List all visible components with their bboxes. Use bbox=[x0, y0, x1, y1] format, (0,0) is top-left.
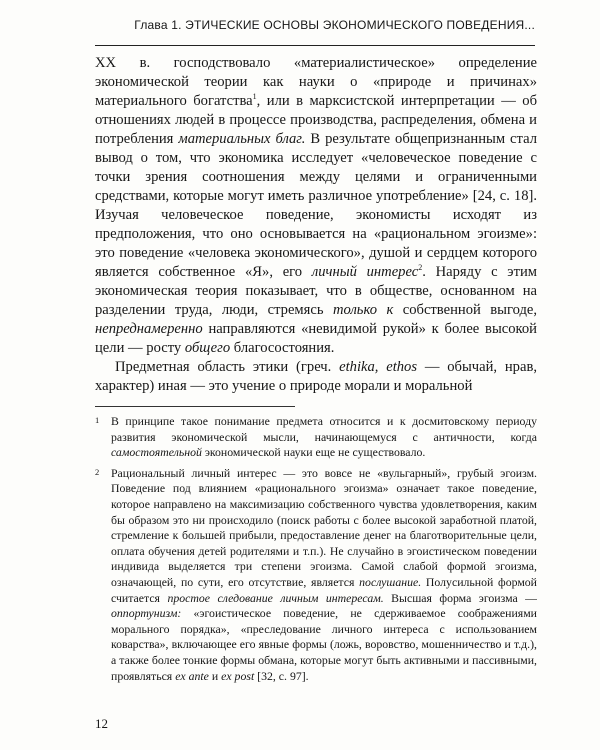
text-run: «эгоистическое поведение, не сдерживаемое соображениями морального порядка», «преследование личного интереса с использованием коварства», включающее его явные формы (ложь, воровство, мошенничество и т.д.), а также более тонкие формы обмана, которые могут быть активными и пассивными, проявляться bbox=[111, 606, 537, 683]
italic-run: самостоятельной bbox=[111, 445, 202, 460]
footnote-separator bbox=[95, 406, 295, 407]
paragraph-1 bbox=[95, 54, 537, 358]
text-run: [32, с. 97]. bbox=[254, 668, 309, 683]
italic-run: материальных благ. bbox=[178, 131, 306, 147]
footnote-number: 1 bbox=[95, 415, 100, 425]
text-run: . Наряду с этим экономическая теория показывает, что в обществе, основанном на разделении труда, люди, стремясь bbox=[95, 264, 537, 318]
text-run: XX в. господствовало «материалистическое» определение экономической теории как науки о «природе и причинах» материального богатства bbox=[95, 55, 537, 109]
running-header bbox=[95, 14, 535, 46]
text-run: и bbox=[208, 668, 222, 683]
italic-run: только к bbox=[332, 302, 394, 318]
footnote-1 bbox=[95, 414, 537, 461]
italic-run: ethika, ethos bbox=[339, 359, 418, 375]
page-number: 12 bbox=[95, 716, 108, 731]
text-run: Высшая форма эгоизма — bbox=[383, 590, 537, 605]
text-run: собственной выгоде, bbox=[393, 302, 538, 318]
italic-run: общего bbox=[184, 340, 231, 356]
text-run: Рациональный личный интерес — это вовсе не «вульгарный», грубый эгоизм. Поведение под влиянием «рационального эгоизма» означает такое поведение, которое направлено на максимизацию собственного чувства удовлетворения, каким бы образом это ни происходило (поиск работы с более высокой заработной платой, стремление к большей прибыли, предоставление денег на благотворительные цели, оплата обучения детей родителями и т.п.). Не случайно в эгоистическом поведении индивида выделяется три степени эгоизма. Самой слабой формой эгоизма, означающей, по сути, его отсутствие, является bbox=[111, 465, 537, 589]
running-title: Глава 1. ЭТИЧЕСКИЕ ОСНОВЫ ЭКОНОМИЧЕСКОГО ПОВЕДЕНИЯ... bbox=[134, 18, 535, 32]
italic-run: простое следование личным интересам. bbox=[167, 590, 384, 605]
text-run: В результате общепризнанным стал вывод о том, что экономика исследует «человеческое поведение с точки зрения соотношения между целями и ограниченными средствами, которые могут иметь различное употребление» [24, с. 18]. Изучая человеческое поведение, экономисты исходят из предположения, что оно основывается на «рациональном эгоизме»: это поведение «человека экономического», душой и сердцем которого является собственное «Я», его bbox=[95, 131, 537, 280]
text-run: Полусильной формой считается bbox=[111, 574, 537, 605]
text-run: Предметная область этики (греч. bbox=[115, 359, 340, 375]
italic-run: ex post bbox=[221, 668, 255, 683]
text-run: В принципе такое понимание предмета относится и к досмитовскому периоду развития экономической мысли, начинающемуся с античности, когда bbox=[111, 414, 537, 444]
text-run: экономической науки еще не существовало. bbox=[201, 445, 426, 460]
text-run: направляются «невидимой рукой» к более высокой цели — росту bbox=[95, 321, 537, 356]
text-run: , или в марксистской интерпретации — об отношениях людей в процессе производства, распределения, обмена и потребления bbox=[95, 93, 538, 147]
italic-run: личный интерес bbox=[311, 264, 419, 280]
footnotes bbox=[95, 414, 537, 689]
main-text bbox=[95, 54, 537, 396]
text-run: — обычай, нрав, характер) иная — это учение о природе морали и моральной bbox=[95, 359, 537, 394]
footnote-2 bbox=[95, 466, 537, 684]
italic-run: послушание. bbox=[359, 574, 422, 589]
footnote-number: 2 bbox=[95, 466, 100, 477]
italic-run: непреднамеренно bbox=[95, 321, 203, 337]
text-run: благосостояния. bbox=[230, 340, 335, 356]
italic-run: ex ante bbox=[175, 668, 209, 683]
paragraph-2 bbox=[95, 358, 537, 396]
footnote-ref-1[interactable]: 1 bbox=[252, 92, 257, 102]
italic-run: оппортунизм: bbox=[111, 606, 182, 621]
footnote-ref-2[interactable]: 2 bbox=[418, 263, 423, 273]
